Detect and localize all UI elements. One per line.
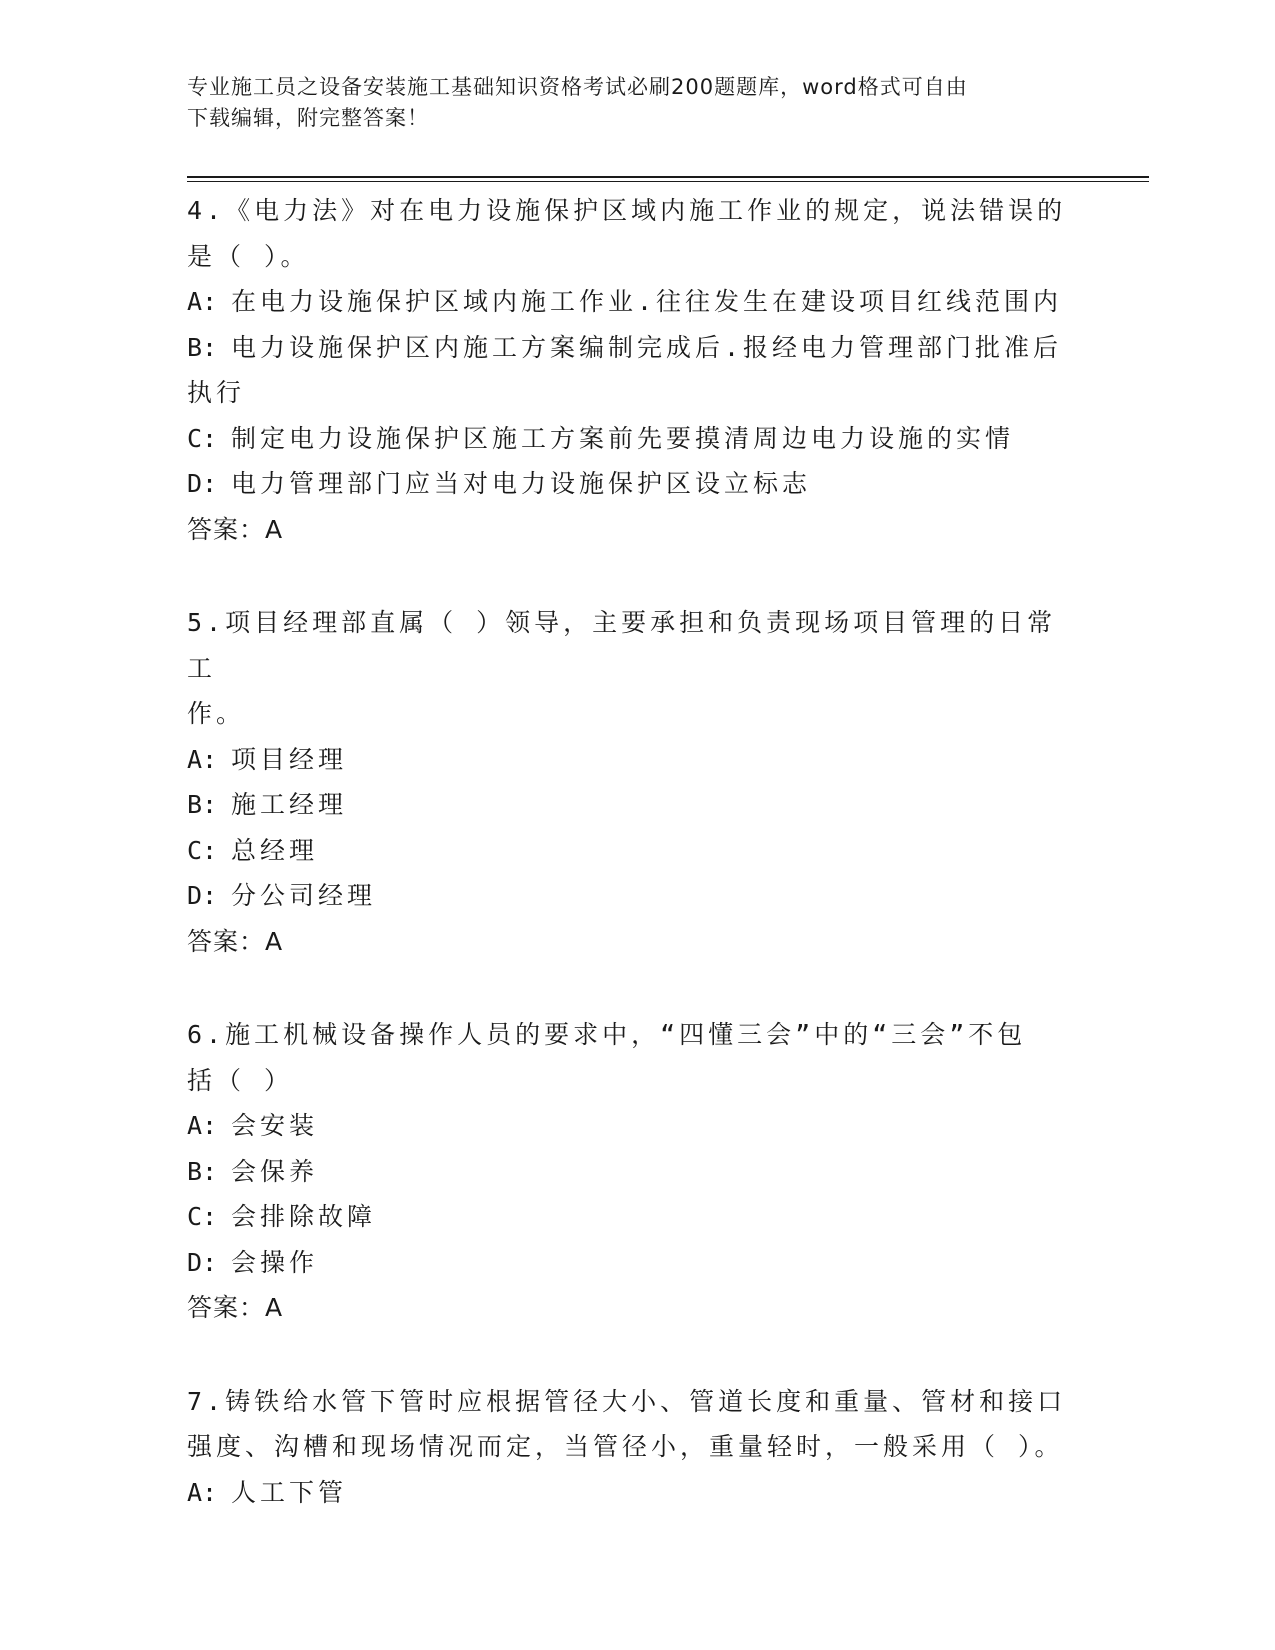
option-key: B:: [187, 1156, 218, 1186]
option-text: 制定电力设施保护区施工方案前先要摸清周边电力设施的实情: [231, 423, 1015, 453]
option-text: 电力设施保护区内施工方案编制完成后.报经电力管理部门批准后: [231, 332, 1063, 362]
option-key: D:: [187, 469, 218, 498]
option-text: 项目经理: [231, 744, 348, 774]
option-key: A:: [187, 1477, 218, 1507]
option-key: A:: [187, 287, 218, 316]
option-text: 会保养: [231, 1156, 319, 1186]
option-line: [187, 279, 1067, 325]
option-line: [187, 1103, 1067, 1149]
question-block: [187, 188, 1067, 552]
option-line: [187, 1470, 1067, 1516]
answer-value: A: [265, 514, 284, 544]
option-key: D:: [187, 881, 218, 910]
answer-label: 答案：: [187, 1293, 266, 1322]
option-key: B:: [187, 790, 218, 819]
question-stem-line: 7.铸铁给水管下管时应根据管径大小、管道长度和重量、管材和接口: [187, 1386, 1067, 1416]
document-header: [187, 72, 1067, 134]
option-key: A:: [187, 1111, 218, 1140]
question-stem-line: 6.施工机械设备操作人员的要求中，“四懂三会”中的“三会”不包: [187, 1020, 1027, 1049]
option-text: 分公司经理: [231, 881, 377, 910]
answer-line: [187, 507, 1067, 553]
answer-label: 答案：: [187, 926, 266, 956]
option-key: C:: [187, 835, 218, 865]
question-stem-line: 4.《电力法》对在电力设施保护区域内施工作业的规定，说法错误的: [187, 196, 1067, 225]
option-line: [187, 1194, 1067, 1240]
option-text: 会安装: [231, 1111, 319, 1140]
option-line: [187, 1149, 1067, 1195]
option-text: 总经理: [231, 835, 319, 865]
option-text: 人工下管: [231, 1477, 348, 1507]
answer-line: [187, 1285, 1067, 1331]
question-stem-line: 5.项目经理部直属（ ）领导，主要承担和负责现场项目管理的日常工: [187, 608, 1057, 683]
question-block: [187, 1379, 1067, 1516]
header-line-1: 专业施工员之设备安装施工基础知识资格考试必刷200题题库，word格式可自由: [187, 75, 968, 99]
answer-value: A: [265, 1293, 284, 1322]
option-text: 施工经理: [231, 790, 348, 819]
question-block: [187, 600, 1067, 964]
question-stem-line: 括（ ）: [187, 1065, 294, 1095]
option-key: C:: [187, 1202, 218, 1231]
option-line: [187, 416, 1067, 462]
option-key: D:: [187, 1247, 218, 1277]
question-stem-line: 是（ ）。: [187, 241, 310, 271]
option-key: A:: [187, 744, 218, 774]
option-line: [187, 325, 1067, 371]
option-line: [187, 737, 1067, 783]
option-line: [187, 782, 1067, 828]
answer-line: [187, 919, 1067, 965]
question-stem-line: 强度、沟槽和现场情况而定，当管径小，重量轻时，一般采用（ ）。: [187, 1432, 1064, 1461]
question-list: [187, 188, 1067, 1563]
option-text-continued: 执行: [187, 378, 246, 407]
header-divider-thin: [187, 181, 1149, 182]
header-divider-thick: [187, 176, 1149, 178]
option-key: C:: [187, 423, 218, 453]
answer-value: A: [265, 926, 284, 956]
option-line: [187, 828, 1067, 874]
question-stem-line: 作。: [187, 699, 246, 728]
option-text: 会操作: [231, 1247, 319, 1277]
option-text: 在电力设施保护区域内施工作业.往往发生在建设项目红线范围内: [231, 287, 1063, 316]
option-key: B:: [187, 332, 218, 362]
option-text: 电力管理部门应当对电力设施保护区设立标志: [231, 469, 812, 498]
answer-label: 答案：: [187, 514, 266, 544]
option-line: [187, 461, 1067, 507]
option-line: [187, 873, 1067, 919]
option-text: 会排除故障: [231, 1202, 377, 1231]
question-block: [187, 1012, 1067, 1331]
option-line: [187, 1240, 1067, 1286]
header-line-2: 下载编辑，附完整答案！: [187, 106, 429, 130]
